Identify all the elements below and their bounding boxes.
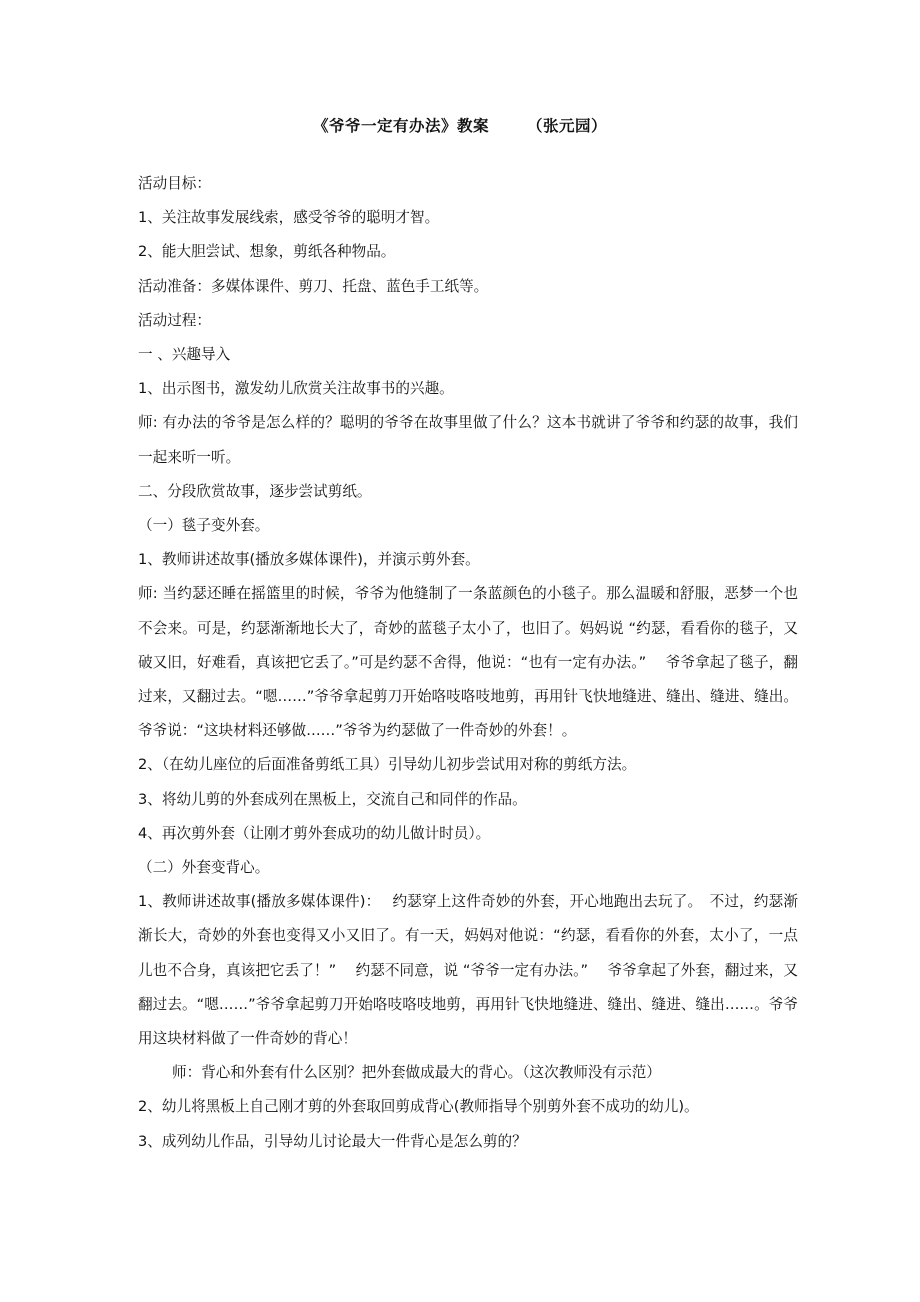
subsection-heading-2: （二）外套变背心。 [138, 859, 270, 877]
step-item: 2、幼儿将黑板上自己刚才剪的外套取回剪成背心(教师指导个别剪外套不成功的幼儿)。 [138, 1098, 699, 1116]
document-body [138, 167, 798, 1159]
preparation-line: 活动准备：多媒体课件、剪刀、托盘、蓝色手工纸等。 [138, 277, 489, 295]
goal-item-1: 1、关注故事发展线索，感受爷爷的聪明才智。 [138, 209, 440, 227]
step-item: 1、教师讲述故事(播放多媒体课件)，并演示剪外套。 [138, 551, 480, 569]
story-paragraph: 师: 当约瑟还睡在摇篮里的时候，爷爷为他缝制了一条蓝颜色的小毯子。那么温暖和舒服，恶梦一个也不会来。可是，约瑟渐渐地长大了，奇妙的蓝毯子太小了，也旧了。妈妈说 “约瑟，看看你的毯子，又破又旧，好难看，真该把它丢了。”可是约瑟不舍得，他说：“也有一定有办法。” 爷爷拿起了毯子，翻过来，又翻过去。“嗯……”爷爷拿起剪刀开始咯吱咯吱地剪，再用针飞快地缝进、缝出、缝进、缝出。爷爷说：“这块材料还够做……”爷爷为约瑟做了一件奇妙的外套！。 [138, 585, 798, 740]
part-heading-2: 二、分段欣赏故事，逐步尝试剪纸。 [138, 482, 372, 500]
section-heading-process: 活动过程： [138, 311, 211, 329]
document-title [0, 114, 920, 136]
step-item: 2、（在幼儿座位的后面准备剪纸工具）引导幼儿初步尝试用对称的剪纸方法。 [138, 756, 637, 774]
story-paragraph: 1、教师讲述故事(播放多媒体课件)： 约瑟穿上这件奇妙的外套，开心地跑出去玩了。 不过，约瑟渐渐长大，奇妙的外套也变得又小又旧了。有一天，妈妈对他说：“约瑟，看看你的外套，太小了，一点儿也不合身，真该把它丢了！” 约瑟不同意，说 “爷爷一定有办法。” 爷爷拿起了外套，翻过来，又翻过去。“嗯……”爷爷拿起剪刀开始咯吱咯吱地剪，再用针飞快地缝进、缝出、缝进、缝出……。爷爷用这块材料做了一件奇妙的背心！ [138, 893, 798, 1048]
title-author: （张元园） [527, 117, 608, 135]
step-item: 3、成列幼儿作品，引导幼儿讨论最大一件背心是怎么剪的？ [138, 1132, 527, 1150]
step-item: 3、将幼儿剪的外套成列在黑板上，交流自己和同伴的作品。 [138, 790, 527, 808]
step-item: 4、再次剪外套（让刚才剪外套成功的幼儿做计时员）。 [138, 824, 491, 842]
subsection-heading-1: （一）毯子变外套。 [138, 517, 270, 535]
section-heading-goals: 活动目标： [138, 175, 211, 192]
goal-item-2: 2、能大胆尝试、想象，剪纸各种物品。 [138, 243, 396, 261]
teacher-paragraph: 师: 有办法的爷爷是怎么样的？聪明的爷爷在故事里做了什么？这本书就讲了爷爷和约瑟的故事，我们一起来听一听。 [138, 414, 798, 466]
teacher-question: 师：背心和外套有什么区别？把外套做成最大的背心。（这次教师没有示范） [172, 1064, 661, 1082]
step-item: 1、出示图书，激发幼儿欣赏关注故事书的兴趣。 [138, 380, 454, 398]
part-heading-1: 一 、兴趣导入 [138, 346, 231, 364]
title-main: 《爷爷一定有办法》教案 [312, 117, 489, 135]
